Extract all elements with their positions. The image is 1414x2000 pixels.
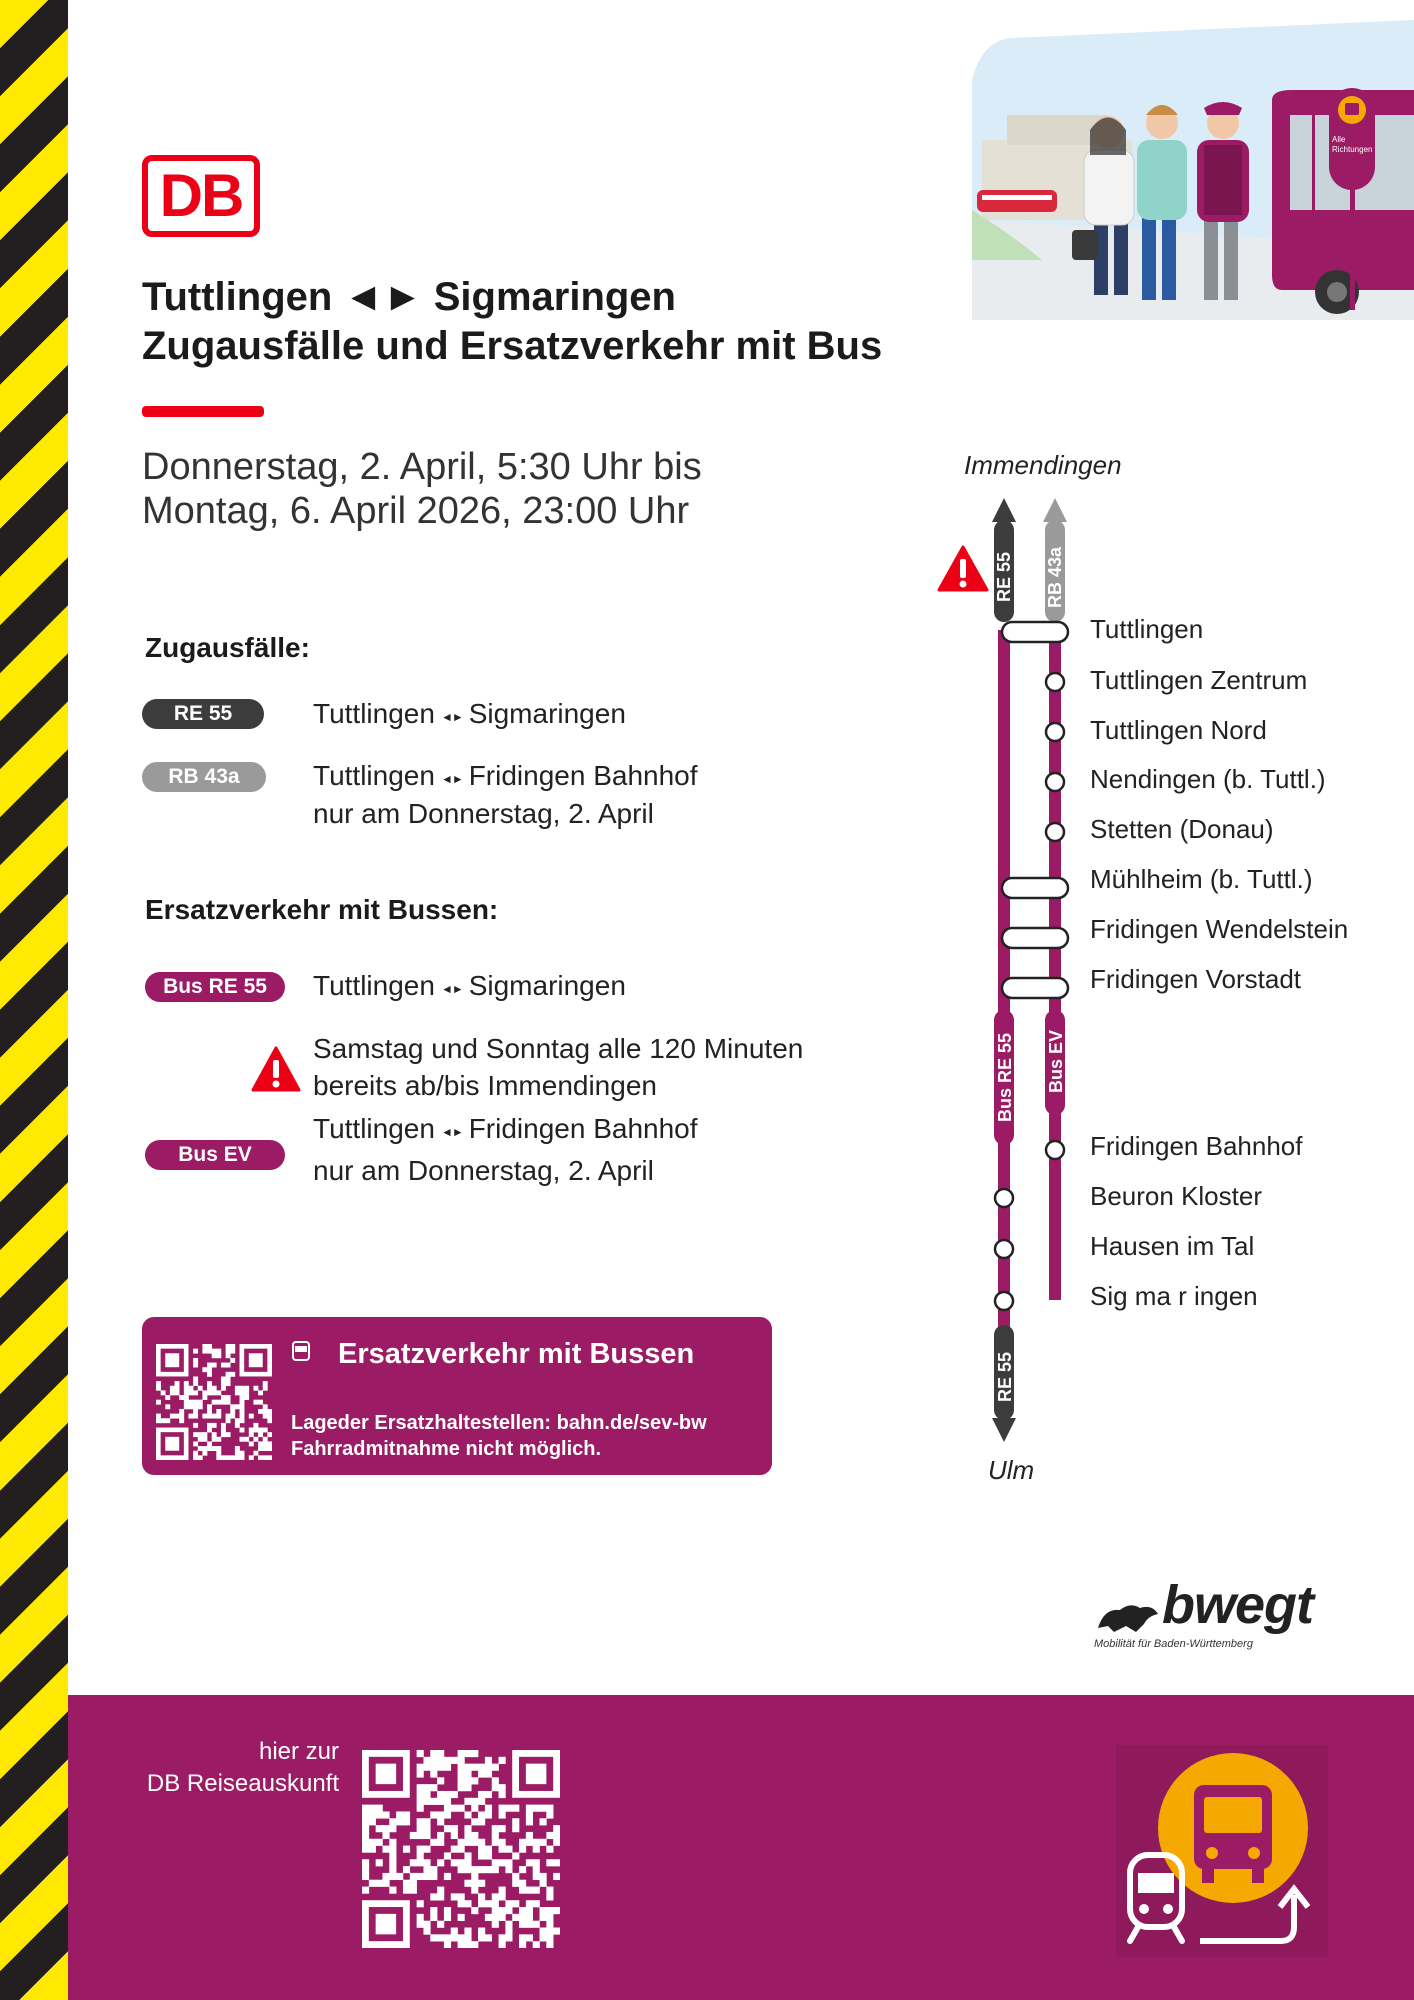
- route-to: Fridingen Bahnhof: [468, 1113, 698, 1144]
- route-from: Tuttlingen: [313, 970, 435, 1001]
- bus-replacement-icon: [1116, 1745, 1328, 1957]
- stop-marker-muehlheim: [1002, 878, 1068, 898]
- badge-label: Bus RE 55: [163, 975, 267, 998]
- route-to: Fridingen Bahnhof: [468, 760, 698, 791]
- station-name: Hausen im Tal: [1090, 1231, 1255, 1261]
- station-name: Fridingen Bahnhof: [1090, 1131, 1303, 1161]
- stop-marker: [1046, 1141, 1064, 1159]
- station-name: Nendingen (b. Tuttl.): [1090, 764, 1326, 794]
- header-illustration: [972, 20, 1414, 320]
- badge-label: RB 43a: [168, 765, 240, 788]
- info-box-title: Ersatzverkehr mit Bussen: [338, 1338, 695, 1370]
- reiseauskunft-label: hier zur: [258, 1738, 339, 1765]
- route-bus-ev: [313, 1110, 698, 1151]
- line-label-rb43a: RB 43a: [1045, 546, 1065, 608]
- stop-marker: [1046, 723, 1064, 741]
- station-name: Tuttlingen Nord: [1090, 715, 1267, 745]
- terminus-bottom: Ulm: [988, 1455, 1035, 1485]
- stop-marker: [1046, 823, 1064, 841]
- db-logo-text: DB: [159, 162, 243, 229]
- line-label-bus-re55: Bus RE 55: [995, 1032, 1015, 1122]
- station-name: Fridingen Vorstadt: [1090, 964, 1302, 994]
- route-from: Tuttlingen: [313, 760, 435, 791]
- badge-label: RE 55: [173, 702, 233, 725]
- stop-marker: [995, 1189, 1013, 1207]
- cancellations-heading: Zugausfälle:: [145, 632, 310, 663]
- route-rb43a-note: nur am Donnerstag, 2. April: [313, 798, 654, 829]
- info-box-stops-link[interactable]: Lageder Ersatzhaltestellen: bahn.de/sev-bw: [291, 1412, 707, 1434]
- route-from: Tuttlingen: [313, 1113, 435, 1144]
- info-box-bike-note: Fahrradmitnahme nicht möglich.: [291, 1438, 602, 1460]
- page-title-subject: Zugausfälle und Ersatzverkehr mit Bus: [142, 324, 883, 368]
- qr-code-reiseauskunft[interactable]: [362, 1750, 560, 1948]
- weekend-warning-line2: bereits ab/bis Immendingen: [313, 1070, 657, 1101]
- route-to: Sigmaringen: [468, 970, 626, 1001]
- warning-icon: [937, 545, 989, 593]
- badge-re55: [142, 699, 264, 729]
- route-bus-re55: [313, 967, 626, 1008]
- route-from: Tuttlingen: [313, 698, 435, 729]
- station-name: Stetten (Donau): [1090, 814, 1274, 844]
- warning-icon: [251, 1046, 301, 1092]
- bidirectional-arrow-icon: ◄►: [440, 982, 463, 996]
- stop-marker: [995, 1292, 1013, 1310]
- line-label-re55-bottom: RE 55: [995, 1351, 1015, 1402]
- hazard-stripe: [0, 0, 68, 2000]
- date-end: Montag, 6. April 2026, 23:00 Uhr: [142, 490, 690, 532]
- route-to: Sigmaringen: [468, 698, 626, 729]
- line-label-bus-ev: Bus EV: [1046, 1029, 1066, 1093]
- qr-code-bus-info[interactable]: [156, 1344, 272, 1460]
- bwegt-logo-text: bwegt: [1162, 1575, 1313, 1635]
- stop-marker: [995, 1240, 1013, 1258]
- weekend-warning-line1: Samstag und Sonntag alle 120 Minuten: [313, 1033, 804, 1064]
- line-label-re55: RE 55: [994, 551, 1014, 602]
- station-name: Tuttlingen Zentrum: [1090, 665, 1308, 695]
- station-name: Beuron Kloster: [1090, 1181, 1262, 1211]
- station-name: Tuttlingen: [1090, 614, 1204, 644]
- db-logo: [142, 155, 260, 237]
- bwegt-tagline: Mobilität für Baden-Württemberg: [1094, 1638, 1253, 1650]
- bidirectional-arrow-icon: ◄►: [440, 710, 463, 724]
- route-bus-ev-note: nur am Donnerstag, 2. April: [313, 1155, 654, 1186]
- bidirectional-arrow-icon: ◄►: [440, 1125, 463, 1139]
- station-name: Sig ma r ingen: [1090, 1281, 1258, 1311]
- station-name: Fridingen Wendelstein: [1090, 914, 1349, 944]
- stop-marker-tuttlingen: [1002, 622, 1068, 642]
- route-rb43a-cancel: [313, 757, 698, 798]
- bidirectional-arrow-icon: ◄►: [440, 772, 463, 786]
- route-map-diagram: [930, 480, 1090, 1460]
- replacement-heading: Ersatzverkehr mit Bussen:: [145, 894, 499, 925]
- sign-text: Richtungen: [1332, 145, 1373, 154]
- badge-bus-ev: [145, 1140, 285, 1170]
- title-divider: [142, 406, 264, 417]
- badge-label: Bus EV: [178, 1143, 252, 1166]
- stop-marker-fridingen-vorstadt: [1002, 978, 1068, 998]
- terminus-top: Immendingen: [964, 450, 1122, 480]
- page-title-route: Tuttlingen ◄► Sigmaringen: [142, 275, 676, 319]
- route-re55-cancel: [313, 695, 626, 736]
- bwegt-lion-icon: [1096, 1598, 1162, 1636]
- stop-marker-fridingen-wendelstein: [1002, 928, 1068, 948]
- badge-bus-re55: [145, 972, 285, 1002]
- date-start: Donnerstag, 2. April, 5:30 Uhr bis: [142, 446, 702, 488]
- station-name: Mühlheim (b. Tuttl.): [1090, 864, 1313, 894]
- sign-text: Alle: [1332, 135, 1346, 144]
- badge-rb43a: [142, 762, 266, 792]
- stop-marker: [1046, 773, 1064, 791]
- bus-icon: [291, 1340, 311, 1366]
- reiseauskunft-label: DB Reiseauskunft: [146, 1770, 339, 1797]
- stop-marker: [1046, 673, 1064, 691]
